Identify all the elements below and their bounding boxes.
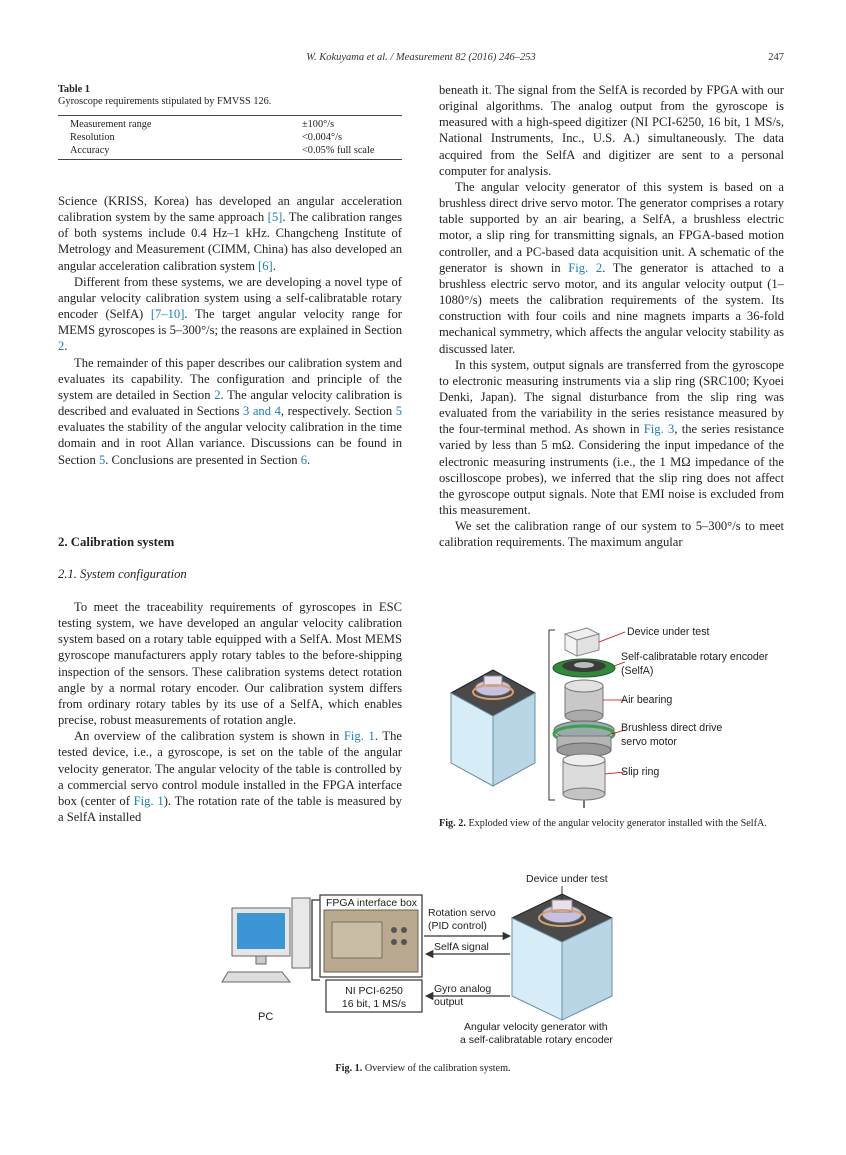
paragraph: To meet the traceability requirements of gyroscopes in ESC testing system, we have developed an angular velocity calibration system based on a rotary table equipped with a SelfA. Most MEMS gyroscope manufacturers apply rotary tables to the before-shipping inspection of the sensors. These calibration systems detect rotation angle by a normal rotary encoder. Our calibration system differs from ordinary rotary tables by its use of a SelfA, which enables precise, robust measurements of rotation angle. (58, 600, 402, 728)
table-row (58, 116, 402, 132)
text-run: . (307, 452, 311, 467)
text-run: The remainder of this paper describes our calibration system and evaluates its capability. The configuration and principle of the system are detailed in Section (58, 355, 402, 402)
figure-1-caption (0, 1062, 846, 1075)
label-selfa-signal: SelfA signal (434, 941, 489, 953)
caption-text: Overview of the calibration system. (364, 1063, 511, 1074)
page-number: 247 (768, 52, 784, 63)
figure-2-caption (439, 817, 784, 830)
fpga-box (320, 895, 422, 977)
figure-link[interactable]: Fig. 1 (343, 729, 375, 744)
label-generator-line2: a self-calibratable rotary encoder (460, 1034, 613, 1046)
paragraph (58, 274, 402, 355)
table-caption: Table 1 (58, 84, 90, 95)
paragraph (58, 193, 402, 274)
figure-link[interactable]: Fig. 2 (568, 260, 603, 275)
table-cell: <0.004°/s (302, 132, 342, 143)
text-run: . The calibration ranges of both systems include 0.4 Hz–1 kHz. Changcheng Institute of Metrology and Measurement (CIMM, China) has also developed an angular acceleration calibration system (58, 210, 402, 273)
label-gyro-line2: output (434, 996, 464, 1008)
text-run: Science (KRISS, Korea) has developed an angular acceleration calibration system by the same approach (58, 194, 402, 225)
section-link[interactable]: 6 (300, 452, 308, 467)
header-citation: W. Kokuyama et al. / Measurement 82 (2016) 246–253 (306, 52, 536, 63)
label-motor-line1: Brushless direct drive (621, 722, 723, 734)
table-1 (58, 84, 402, 160)
label-rotation-servo-line2: (PID control) (428, 920, 487, 932)
motor-part (554, 721, 614, 757)
text-run: The angular velocity generator of this system is based on a brushless direct drive servo motor. The generator comprises a rotary table supported by an air bearing, a SelfA, a brushless electric motor, a slip ring for transmitting signals, an FPGA-based motion controller, and a PC-based data acquisition unit. A schematic of the generator is shown in (439, 179, 784, 275)
device-under-test-part (565, 628, 599, 656)
figure-link[interactable]: Fig. 1 (133, 793, 164, 808)
requirements-table (58, 115, 402, 160)
pc-illustration (222, 898, 310, 982)
text-run: . The generator is attached to a brushless electric servo motor, and its angular velocity output (1–1080°/s) meets the calibration requirements of the system. Its construction with four coils and nine magnets imparts a 36-fold mechanical symmetry, which affects the angular velocity stability as discussed later. (439, 260, 784, 356)
text-run: Different from these systems, we are developing a novel type of angular velocity calibration system using a self-calibratable rotary encoder (SelfA) (58, 274, 402, 322)
subsection-heading: 2.1. System configuration (58, 567, 187, 581)
label-pc: PC (258, 1011, 274, 1023)
text-run: . The tested device, i.e., a gyroscope, is set on the table of the angular velocity generator. The angular velocity of the table is controlled by a commercial servo control module installed in the FPGA interface box (center of (58, 729, 402, 808)
label-rotation-servo-line1: Rotation servo (428, 907, 496, 919)
label-slip-ring: Slip ring (621, 766, 660, 778)
text-run: , the series resistance varied by less than 5 mΩ. Considering the input impedance of the electronic measuring instruments (i.e., the 1 MΩ impedance of the oscilloscope probes), we inferred that the slip ring does not affect the gyroscope output signals. Note that EMI noise is excluded from this measurement. (439, 422, 784, 518)
air-bearing-part (565, 680, 603, 722)
bracket (549, 630, 555, 800)
paragraph (58, 728, 402, 825)
citation-link[interactable]: [6] (258, 258, 273, 273)
label-air-bearing: Air bearing (621, 694, 673, 706)
label-device-under-test: Device under test (627, 626, 710, 638)
caption-label: Fig. 2. (439, 818, 466, 829)
table-cell: <0.05% full scale (302, 145, 375, 156)
generator-cube-illustration (512, 886, 612, 1020)
paragraph: We set the calibration range of our system to 5–300°/s to meet calibration requirements. The maximum angular (439, 519, 784, 550)
label-selfa-line1: Self-calibratable rotary encoder (621, 651, 769, 663)
label-motor-line2: servo motor (621, 736, 677, 748)
table-subtitle: Gyroscope requirements stipulated by FMVSS 126. (58, 96, 272, 107)
text-run: evaluates the stability of the angular velocity calibration in the time domain and in root Allan variance. Discussions can be found in Section (58, 420, 402, 467)
text-run: In this system, output signals are transferred from the gyroscope to electronic measuring instruments via a slip ring (SRC100; Kyoei Denki, Japan). The signal disturbance from the slip ring was evaluated from the variability in the series resistance measured by the four-terminal method. As shown in (439, 357, 784, 437)
paragraph (58, 355, 402, 468)
running-header (58, 52, 784, 66)
left-column-upper (58, 193, 402, 468)
label-gyro-line1: Gyro analog (434, 983, 492, 995)
selfa-part (553, 659, 615, 677)
table-row (58, 131, 402, 144)
section-heading: 2. Calibration system (58, 535, 175, 549)
generator-cube-illustration (451, 670, 535, 786)
label-ni-line2: 16 bit, 1 MS/s (341, 998, 407, 1010)
text-run: . Conclusions are presented in Section (105, 452, 301, 467)
label-dut: Device under test (526, 873, 608, 885)
caption-label: Fig. 1. (335, 1063, 363, 1074)
section-link[interactable]: 5 (395, 404, 402, 419)
text-run: . The angular velocity calibration is described and evaluated in Sections (58, 387, 402, 419)
table-cell: Resolution (70, 132, 115, 143)
text-run: An overview of the calibration system is shown in (74, 729, 344, 744)
label-generator-line1: Angular velocity generator with (464, 1021, 608, 1033)
text-run: . (64, 339, 68, 354)
citation-link[interactable]: [5] (267, 210, 283, 225)
label-selfa-line2: (SelfA) (621, 665, 654, 677)
left-column-lower (58, 599, 402, 825)
label-fpga-box: FPGA interface box (326, 897, 418, 909)
label-ni-line1: NI PCI-6250 (345, 985, 403, 997)
figure-2-exploded-view (439, 618, 784, 810)
text-run: , respectively. Section (280, 404, 396, 419)
figure-link[interactable]: Fig. 3 (643, 422, 675, 437)
paragraph: beneath it. The signal from the SelfA is recorded by FPGA with our original algorithms. The analog output from the gyroscope is measured with a high-speed digitizer (NI PCI-6250, 16 bit, 1 MS/s, National Instruments, Inc., U.S. A.) simultaneously. The data acquired from the SelfA and digitizer are sent to a personal computer for analysis. (439, 83, 784, 178)
text-run: ). The rotation rate of the table is measured by a SelfA installed (58, 793, 403, 825)
connector-lines (312, 900, 320, 980)
right-column (439, 82, 784, 551)
text-run: . (272, 258, 276, 273)
slip-ring-part (563, 754, 605, 808)
paragraph (439, 179, 784, 357)
caption-text: Exploded view of the angular velocity generator installed with the SelfA. (468, 818, 767, 829)
table-cell: ±100°/s (302, 119, 335, 130)
section-link[interactable]: 3 and 4 (242, 404, 281, 419)
table-cell: Measurement range (70, 119, 152, 130)
ni-digitizer-box (326, 980, 422, 1012)
table-cell: Accuracy (70, 145, 110, 156)
text-run: . The target angular velocity range for MEMS gyroscopes is 5–300°/s; the reasons are explained in Section (58, 307, 402, 338)
table-row (58, 144, 402, 160)
citation-link[interactable]: [7–10] (150, 307, 185, 322)
figure-1-overview (220, 870, 632, 1050)
section-link[interactable]: 2 (58, 339, 65, 354)
section-link[interactable]: 2 (214, 387, 221, 402)
section-link[interactable]: 5 (98, 452, 106, 467)
paragraph (439, 357, 784, 519)
